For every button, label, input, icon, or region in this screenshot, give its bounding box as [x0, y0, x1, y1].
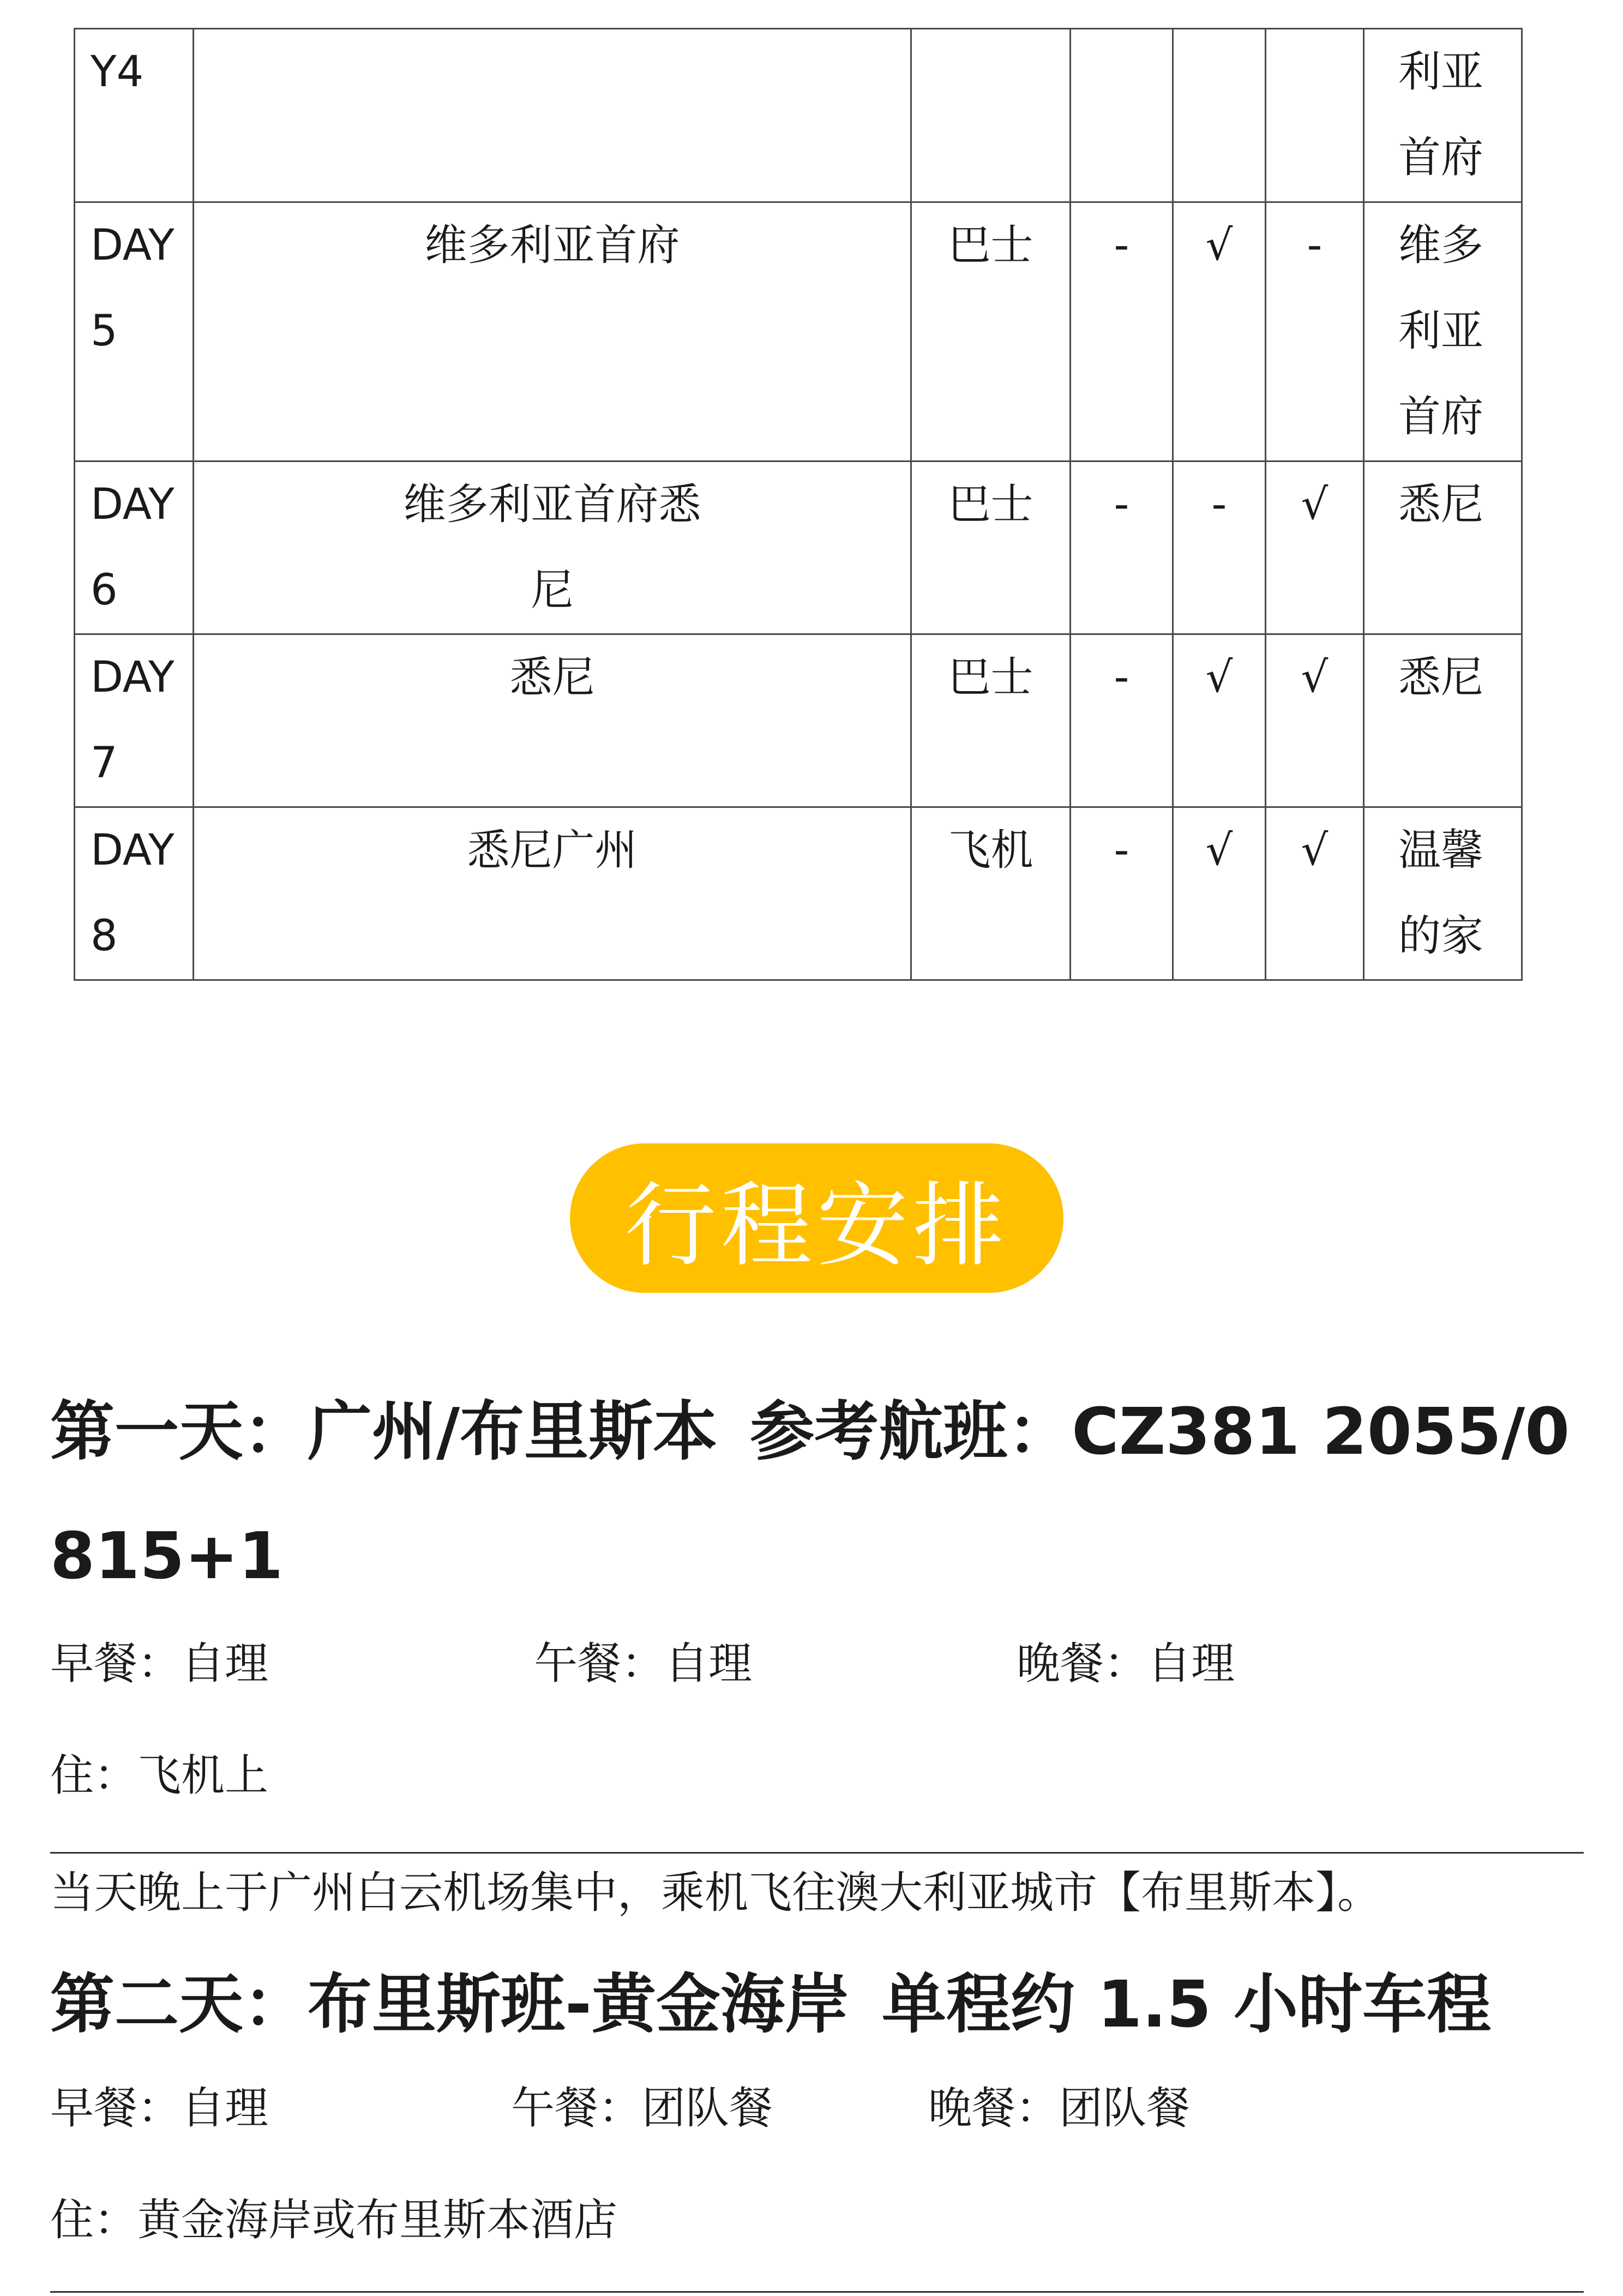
day2-dinner: 晚餐：团队餐 — [928, 2083, 1190, 2133]
dinner-cell — [1266, 29, 1364, 202]
route-cell — [194, 29, 911, 202]
table-row — [75, 461, 1522, 634]
lunch-cell: √ — [1173, 807, 1266, 980]
day1-stay: 住：飞机上 — [50, 1750, 268, 1801]
transport-cell: 飞机 — [911, 807, 1071, 980]
dinner-cell: √ — [1266, 807, 1364, 980]
day-cell: DAY7 — [75, 634, 194, 807]
day2-title-main: 第二天：布里斯班-黄金海岸 — [50, 1967, 849, 2042]
day1-title-flight: 参考航班：CZ381 2055/0815+1 — [50, 1394, 1570, 1593]
day1-meals — [50, 1628, 1577, 1699]
section-heading: 行程安排 — [624, 1172, 1009, 1279]
breakfast-cell — [1071, 29, 1173, 202]
day2-divider — [50, 2291, 1584, 2293]
day-cell: Y4 — [75, 29, 194, 202]
day2-stay: 住：黄金海岸或布里斯本酒店 — [50, 2195, 617, 2245]
hotel-cell: 悉尼 — [1364, 634, 1522, 807]
day2-meals — [50, 2073, 1577, 2144]
hotel-cell: 利亚首府 — [1364, 29, 1522, 202]
breakfast-cell: - — [1071, 202, 1173, 461]
lunch-cell: - — [1173, 461, 1266, 634]
transport-cell — [911, 29, 1071, 202]
hotel-cell: 悉尼 — [1364, 461, 1522, 634]
table-row — [75, 807, 1522, 980]
dinner-cell: √ — [1266, 461, 1364, 634]
day2-title-extra: 单程约 1.5 小时车程 — [881, 1967, 1492, 2042]
day1-lunch: 午餐：自理 — [534, 1638, 752, 1689]
day1-description: 当天晚上于广州白云机场集中，乘机飞往澳大利亚城市【布里斯本】。 — [50, 1867, 1381, 1918]
table-row — [75, 202, 1522, 461]
day-cell: DAY5 — [75, 202, 194, 461]
itinerary-table — [74, 28, 1523, 981]
hotel-cell: 维多利亚首府 — [1364, 202, 1522, 461]
table-row — [75, 29, 1522, 202]
day1-title — [50, 1369, 1594, 1618]
day1-title-main: 第一天：广州/布里斯本 — [50, 1394, 718, 1469]
section-heading-pill — [570, 1143, 1063, 1293]
transport-cell: 巴士 — [911, 461, 1071, 634]
breakfast-cell: - — [1071, 807, 1173, 980]
table-row — [75, 634, 1522, 807]
transport-cell: 巴士 — [911, 202, 1071, 461]
breakfast-cell: - — [1071, 461, 1173, 634]
breakfast-cell: - — [1071, 634, 1173, 807]
route-cell: 维多利亚首府悉尼 — [194, 461, 911, 634]
route-cell: 悉尼 — [194, 634, 911, 807]
lunch-cell — [1173, 29, 1266, 202]
dinner-cell: √ — [1266, 634, 1364, 807]
day2-breakfast: 早餐：自理 — [50, 2083, 268, 2133]
lunch-cell: √ — [1173, 202, 1266, 461]
dinner-cell: - — [1266, 202, 1364, 461]
transport-cell: 巴士 — [911, 634, 1071, 807]
route-cell: 悉尼广州 — [194, 807, 911, 980]
day1-divider — [50, 1852, 1584, 1854]
day-cell: DAY6 — [75, 461, 194, 634]
hotel-cell: 温馨的家 — [1364, 807, 1522, 980]
route-cell: 维多利亚首府 — [194, 202, 911, 461]
day-cell: DAY8 — [75, 807, 194, 980]
day1-breakfast: 早餐：自理 — [50, 1638, 268, 1689]
lunch-cell: √ — [1173, 634, 1266, 807]
day2-title — [50, 1942, 1594, 2066]
day2-lunch: 午餐：团队餐 — [511, 2083, 773, 2133]
day1-dinner: 晚餐：自理 — [1017, 1638, 1235, 1689]
